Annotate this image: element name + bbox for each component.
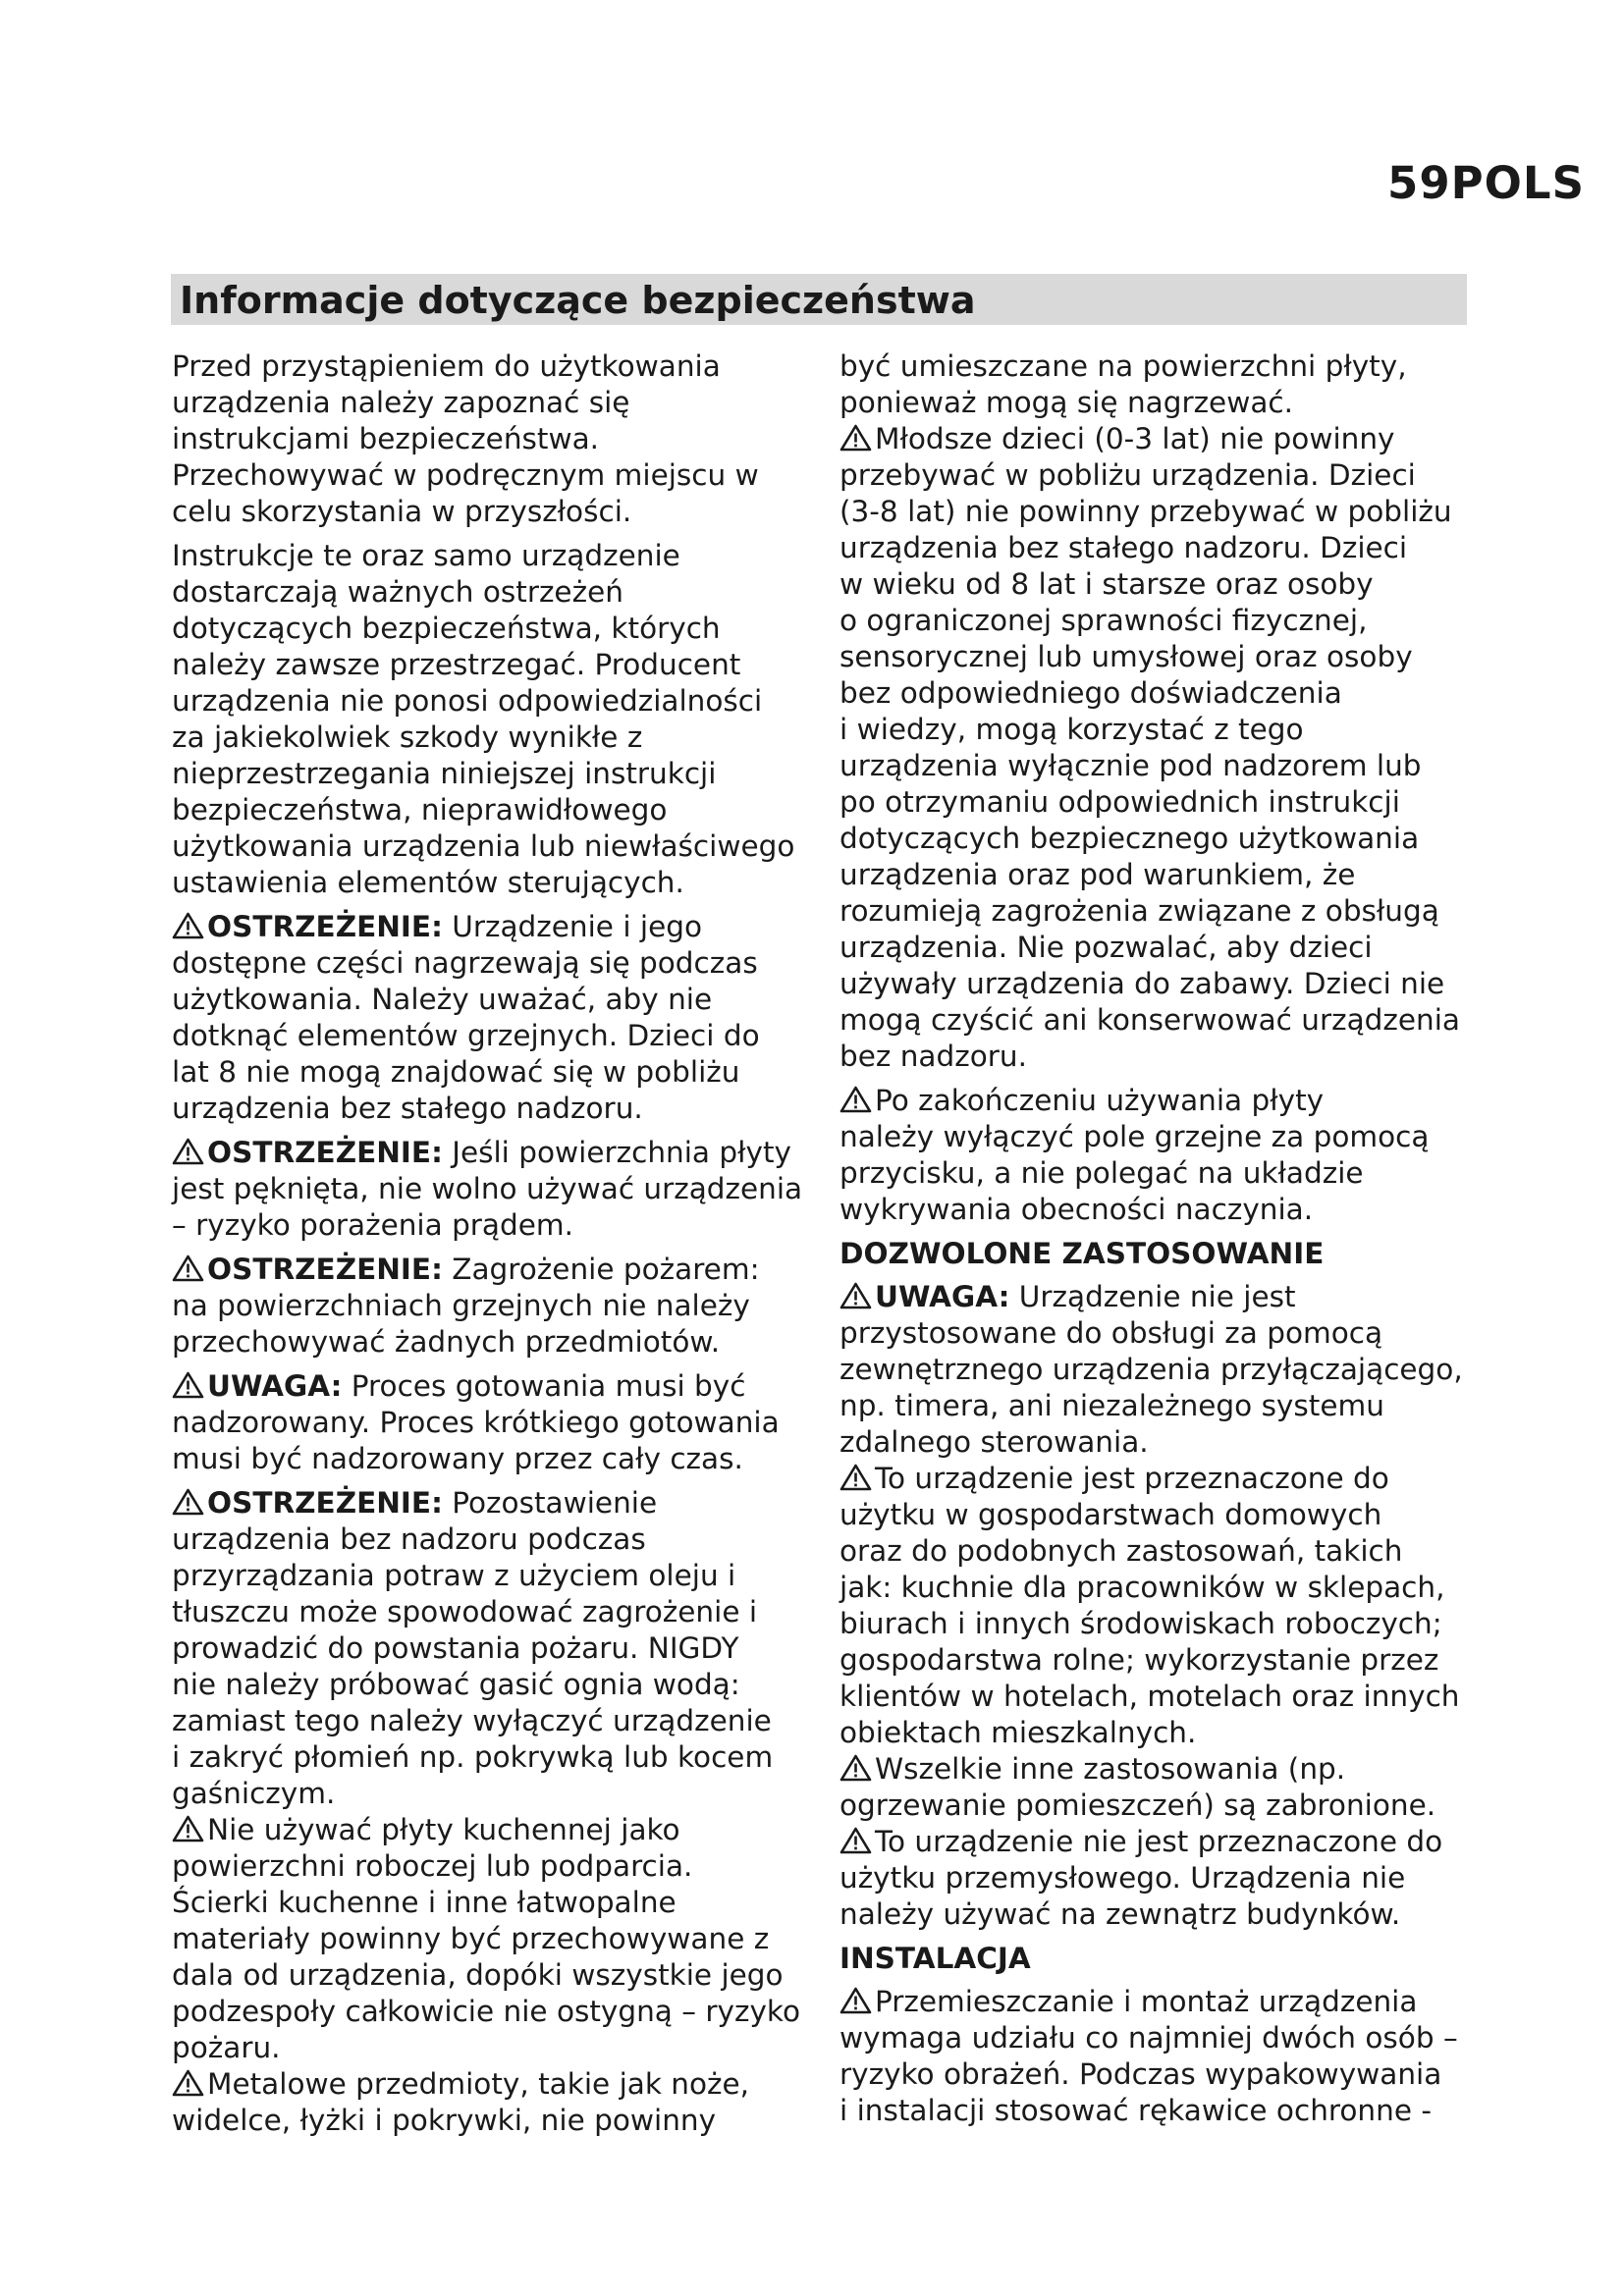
- text-line: i zakryć płomień np. pokrywką lub kocem: [172, 1740, 774, 1774]
- warning-label: OSTRZEŻENIE:: [207, 1136, 443, 1169]
- text-line: Instrukcje te oraz samo urządzenie: [172, 539, 680, 572]
- text-line: tłuszczu może spowodować zagrożenie i: [172, 1595, 758, 1629]
- text-line: [839, 1751, 1478, 1788]
- paragraph: [172, 348, 810, 530]
- warning-text: Przemieszczanie i montaż urządzenia: [875, 1985, 1418, 2018]
- warning-label: OSTRZEŻENIE:: [207, 1253, 443, 1286]
- text-line: zewnętrznego urządzenia przyłączającego,: [839, 1353, 1463, 1386]
- warning-paragraph: [172, 1368, 810, 1477]
- text-line: urządzenia oraz pod warunkiem, że: [839, 858, 1356, 891]
- text-line: dotyczących bezpieczeństwa, których: [172, 612, 721, 645]
- warning-triangle-icon: [839, 1282, 872, 1309]
- text-line: po otrzymaniu odpowiednich instrukcji: [839, 785, 1400, 819]
- warning-paragraph: [172, 1252, 810, 1361]
- text-line: jest pęknięta, nie wolno używać urządzenia: [172, 1172, 803, 1205]
- text-line: bezpieczeństwa, nieprawidłowego: [172, 793, 668, 827]
- text-line: instrukcjami bezpieczeństwa.: [172, 422, 600, 455]
- text-line: [172, 1368, 810, 1405]
- warning-text: Zagrożenie pożarem:: [452, 1253, 760, 1286]
- warning-triangle-icon: [172, 1488, 204, 1516]
- text-line: nie należy próbować gasić ognia wodą:: [172, 1668, 740, 1701]
- warning-paragraph: [172, 1485, 810, 1812]
- warning-paragraph: [172, 909, 810, 1127]
- text-line: mogą czyścić ani konserwować urządzenia: [839, 1003, 1460, 1037]
- text-line: musi być nadzorowany przez cały czas.: [172, 1442, 743, 1475]
- text-line: bez nadzoru.: [839, 1040, 1027, 1073]
- warning-label: OSTRZEŻENIE:: [207, 910, 443, 943]
- warning-text: Jeśli powierzchnia płyty: [452, 1136, 791, 1169]
- text-line: [839, 1083, 1478, 1119]
- text-line: (3-8 lat) nie powinny przebywać w pobliżu: [839, 495, 1452, 528]
- warning-text: To urządzenie jest przeznaczone do: [875, 1462, 1389, 1495]
- text-line: dotknąć elementów grzejnych. Dzieci do: [172, 1019, 760, 1052]
- text-line: wykrywania obecności naczynia.: [839, 1193, 1314, 1226]
- text-line: w wieku od 8 lat i starsze oraz osoby: [839, 567, 1374, 601]
- text-line: przycisku, a nie polegać na układzie: [839, 1156, 1364, 1190]
- warning-label: UWAGA:: [207, 1369, 343, 1403]
- text-line: przechowywać żadnych przedmiotów.: [172, 1325, 721, 1359]
- warning-text: Pozostawienie: [452, 1486, 658, 1520]
- text-line: użytkowania. Należy uważać, aby nie: [172, 983, 713, 1016]
- warning-paragraph: [172, 1812, 810, 2066]
- warning-text: Wszelkie inne zastosowania (np.: [875, 1752, 1346, 1786]
- text-line: należy używać na zewnątrz budynków.: [839, 1897, 1401, 1931]
- text-line: dotyczących bezpiecznego użytkowania: [839, 822, 1420, 855]
- text-line: rozumieją zagrożenia związane z obsługą: [839, 894, 1439, 928]
- text-line: celu skorzystania w przyszłości.: [172, 495, 632, 528]
- warning-paragraph: [172, 2066, 810, 2139]
- text-line: używały urządzenia do zabawy. Dzieci nie: [839, 967, 1445, 1000]
- warning-text: Urządzenie nie jest: [1018, 1280, 1296, 1313]
- text-line: zdalnego sterowania.: [839, 1425, 1149, 1459]
- text-line: [172, 2066, 810, 2103]
- text-line: urządzenia wyłącznie pod nadzorem lub: [839, 749, 1422, 782]
- right-column: [839, 348, 1478, 2137]
- text-line: dostarczają ważnych ostrzeżeń: [172, 575, 623, 609]
- text-line: zamiast tego należy wyłączyć urządzenie: [172, 1704, 772, 1737]
- text-line: Przechowywać w podręcznym miejscu w: [172, 458, 759, 492]
- warning-label: OSTRZEŻENIE:: [207, 1486, 443, 1520]
- text-line: urządzenia należy zapoznać się: [172, 386, 630, 419]
- warning-text: Urządzenie i jego: [452, 910, 703, 943]
- warning-paragraph: [172, 1135, 810, 1244]
- text-line: jak: kuchnie dla pracowników w sklepach,: [839, 1571, 1445, 1604]
- text-line: gaśniczym.: [172, 1777, 336, 1810]
- text-line: ustawienia elementów sterujących.: [172, 866, 684, 899]
- text-line: nadzorowany. Proces krótkiego gotowania: [172, 1406, 780, 1439]
- text-line: materiały powinny być przechowywane z: [172, 1922, 770, 1955]
- warning-triangle-icon: [839, 1464, 872, 1491]
- text-line: przystosowane do obsługi za pomocą: [839, 1316, 1383, 1350]
- text-line: i instalacji stosować rękawice ochronne -: [839, 2094, 1432, 2127]
- text-line: widelce, łyżki i pokrywki, nie powinny: [172, 2104, 717, 2137]
- text-line: prowadzić do powstania pożaru. NIGDY: [172, 1631, 739, 1665]
- text-line: obiektach mieszkalnych.: [839, 1716, 1197, 1749]
- text-line: wymaga udziału co najmniej dwóch osób –: [839, 2021, 1458, 2055]
- warning-triangle-icon: [172, 1255, 204, 1282]
- warning-triangle-icon: [839, 1086, 872, 1113]
- text-line: oraz do podobnych zastosowań, takich: [839, 1534, 1403, 1568]
- text-line: klientów w hotelach, motelach oraz innych: [839, 1680, 1460, 1713]
- left-column: [172, 348, 810, 2147]
- warning-text: To urządzenie nie jest przeznaczone do: [875, 1825, 1443, 1858]
- warning-triangle-icon: [839, 1754, 872, 1782]
- text-line: pożaru.: [172, 2031, 281, 2064]
- text-line: przebywać w pobliżu urządzenia. Dzieci: [839, 458, 1416, 492]
- text-line: ogrzewanie pomieszczeń) są zabronione.: [839, 1789, 1436, 1822]
- text-line: być umieszczane na powierzchni płyty,: [839, 349, 1407, 383]
- text-line: sensorycznej lub umysłowej oraz osoby: [839, 640, 1413, 673]
- warning-paragraph: [839, 1824, 1478, 1933]
- text-line: urządzenia bez stałego nadzoru. Dzieci: [839, 531, 1408, 564]
- warning-triangle-icon: [172, 912, 204, 939]
- text-line: powierzchni roboczej lub podparcia.: [172, 1849, 693, 1883]
- text-line: na powierzchniach grzejnych nie należy: [172, 1289, 750, 1322]
- text-line: [839, 1461, 1478, 1497]
- warning-text: Proces gotowania musi być: [351, 1369, 746, 1403]
- subheading-allowed-use: DOZWOLONE ZASTOSOWANIE: [839, 1237, 1325, 1270]
- text-line: podzespoły całkowicie nie ostygną – ryzyko: [172, 1995, 800, 2028]
- text-line: [839, 1279, 1478, 1315]
- warning-paragraph: [839, 1461, 1478, 1751]
- text-line: Ścierki kuchenne i inne łatwopalne: [172, 1886, 677, 1919]
- text-line: użytkowania urządzenia lub niewłaściwego: [172, 829, 795, 863]
- warning-triangle-icon: [839, 1987, 872, 2014]
- text-line: przyrządzania potraw z użyciem oleju i: [172, 1559, 736, 1592]
- text-line: np. timera, ani niezależnego systemu: [839, 1389, 1384, 1422]
- text-line: urządzenia bez stałego nadzoru.: [172, 1092, 643, 1125]
- text-line: ponieważ mogą się nagrzewać.: [839, 386, 1294, 419]
- text-line: dala od urządzenia, dopóki wszystkie jego: [172, 1958, 784, 1992]
- text-line: [839, 421, 1478, 457]
- text-line: za jakiekolwiek szkody wynikłe z: [172, 721, 643, 754]
- text-line: urządzenia. Nie pozwalać, aby dzieci: [839, 931, 1373, 964]
- text-line: należy zawsze przestrzegać. Producent: [172, 648, 741, 681]
- text-line: [172, 1812, 810, 1848]
- text-line: dostępne części nagrzewają się podczas: [172, 946, 758, 980]
- warning-label: UWAGA:: [875, 1280, 1010, 1313]
- warning-triangle-icon: [172, 2069, 204, 2097]
- warning-triangle-icon: [839, 1827, 872, 1854]
- warning-triangle-icon: [839, 424, 872, 452]
- text-line: [839, 1824, 1478, 1860]
- text-line: [172, 909, 810, 945]
- text-line: nieprzestrzegania niniejszej instrukcji: [172, 757, 717, 790]
- text-line: – ryzyko porażenia prądem.: [172, 1208, 573, 1242]
- warning-triangle-icon: [172, 1815, 204, 1842]
- warning-paragraph: [839, 1279, 1478, 1461]
- subheading-installation: INSTALACJA: [839, 1942, 1031, 1975]
- text-line: należy wyłączyć pole grzejne za pomocą: [839, 1120, 1430, 1153]
- warning-paragraph: [839, 421, 1478, 1075]
- warning-paragraph: [839, 1751, 1478, 1824]
- text-line: i wiedzy, mogą korzystać z tego: [839, 713, 1304, 746]
- section-title: Informacje dotyczące bezpieczeństwa: [171, 274, 1467, 325]
- text-line: lat 8 nie mogą znajdować się w pobliżu: [172, 1055, 740, 1089]
- text-line: urządzenia nie ponosi odpowiedzialności: [172, 684, 763, 718]
- warning-triangle-icon: [172, 1371, 204, 1399]
- text-line: gospodarstwa rolne; wykorzystanie przez: [839, 1643, 1439, 1677]
- text-line: ryzyko obrażeń. Podczas wypakowywania: [839, 2057, 1442, 2091]
- warning-paragraph: [839, 1083, 1478, 1228]
- text-line: [172, 1135, 810, 1171]
- warning-triangle-icon: [172, 1138, 204, 1165]
- text-line: bez odpowiedniego doświadczenia: [839, 676, 1342, 710]
- text-line: [172, 1252, 810, 1288]
- warning-text: Po zakończeniu używania płyty: [875, 1084, 1325, 1117]
- text-line: użytku przemysłowego. Urządzenia nie: [839, 1861, 1406, 1895]
- text-line: użytku w gospodarstwach domowych: [839, 1498, 1382, 1531]
- warning-paragraph: [839, 1984, 1478, 2129]
- text-line: o ograniczonej sprawności fizycznej,: [839, 604, 1368, 637]
- text-line: [172, 1485, 810, 1522]
- page-number: 59POLS: [1387, 157, 1585, 209]
- warning-text: Metalowe przedmioty, takie jak noże,: [207, 2067, 750, 2101]
- text-line: biurach i innych środowiskach roboczych;: [839, 1607, 1442, 1640]
- text-line: [839, 1984, 1478, 2020]
- warning-text: Nie używać płyty kuchennej jako: [207, 1813, 680, 1846]
- text-line: urządzenia bez nadzoru podczas: [172, 1522, 646, 1556]
- paragraph: [172, 538, 810, 901]
- warning-text: Młodsze dzieci (0-3 lat) nie powinny: [875, 422, 1395, 455]
- paragraph: [839, 348, 1478, 421]
- text-line: Przed przystąpieniem do użytkowania: [172, 349, 721, 383]
